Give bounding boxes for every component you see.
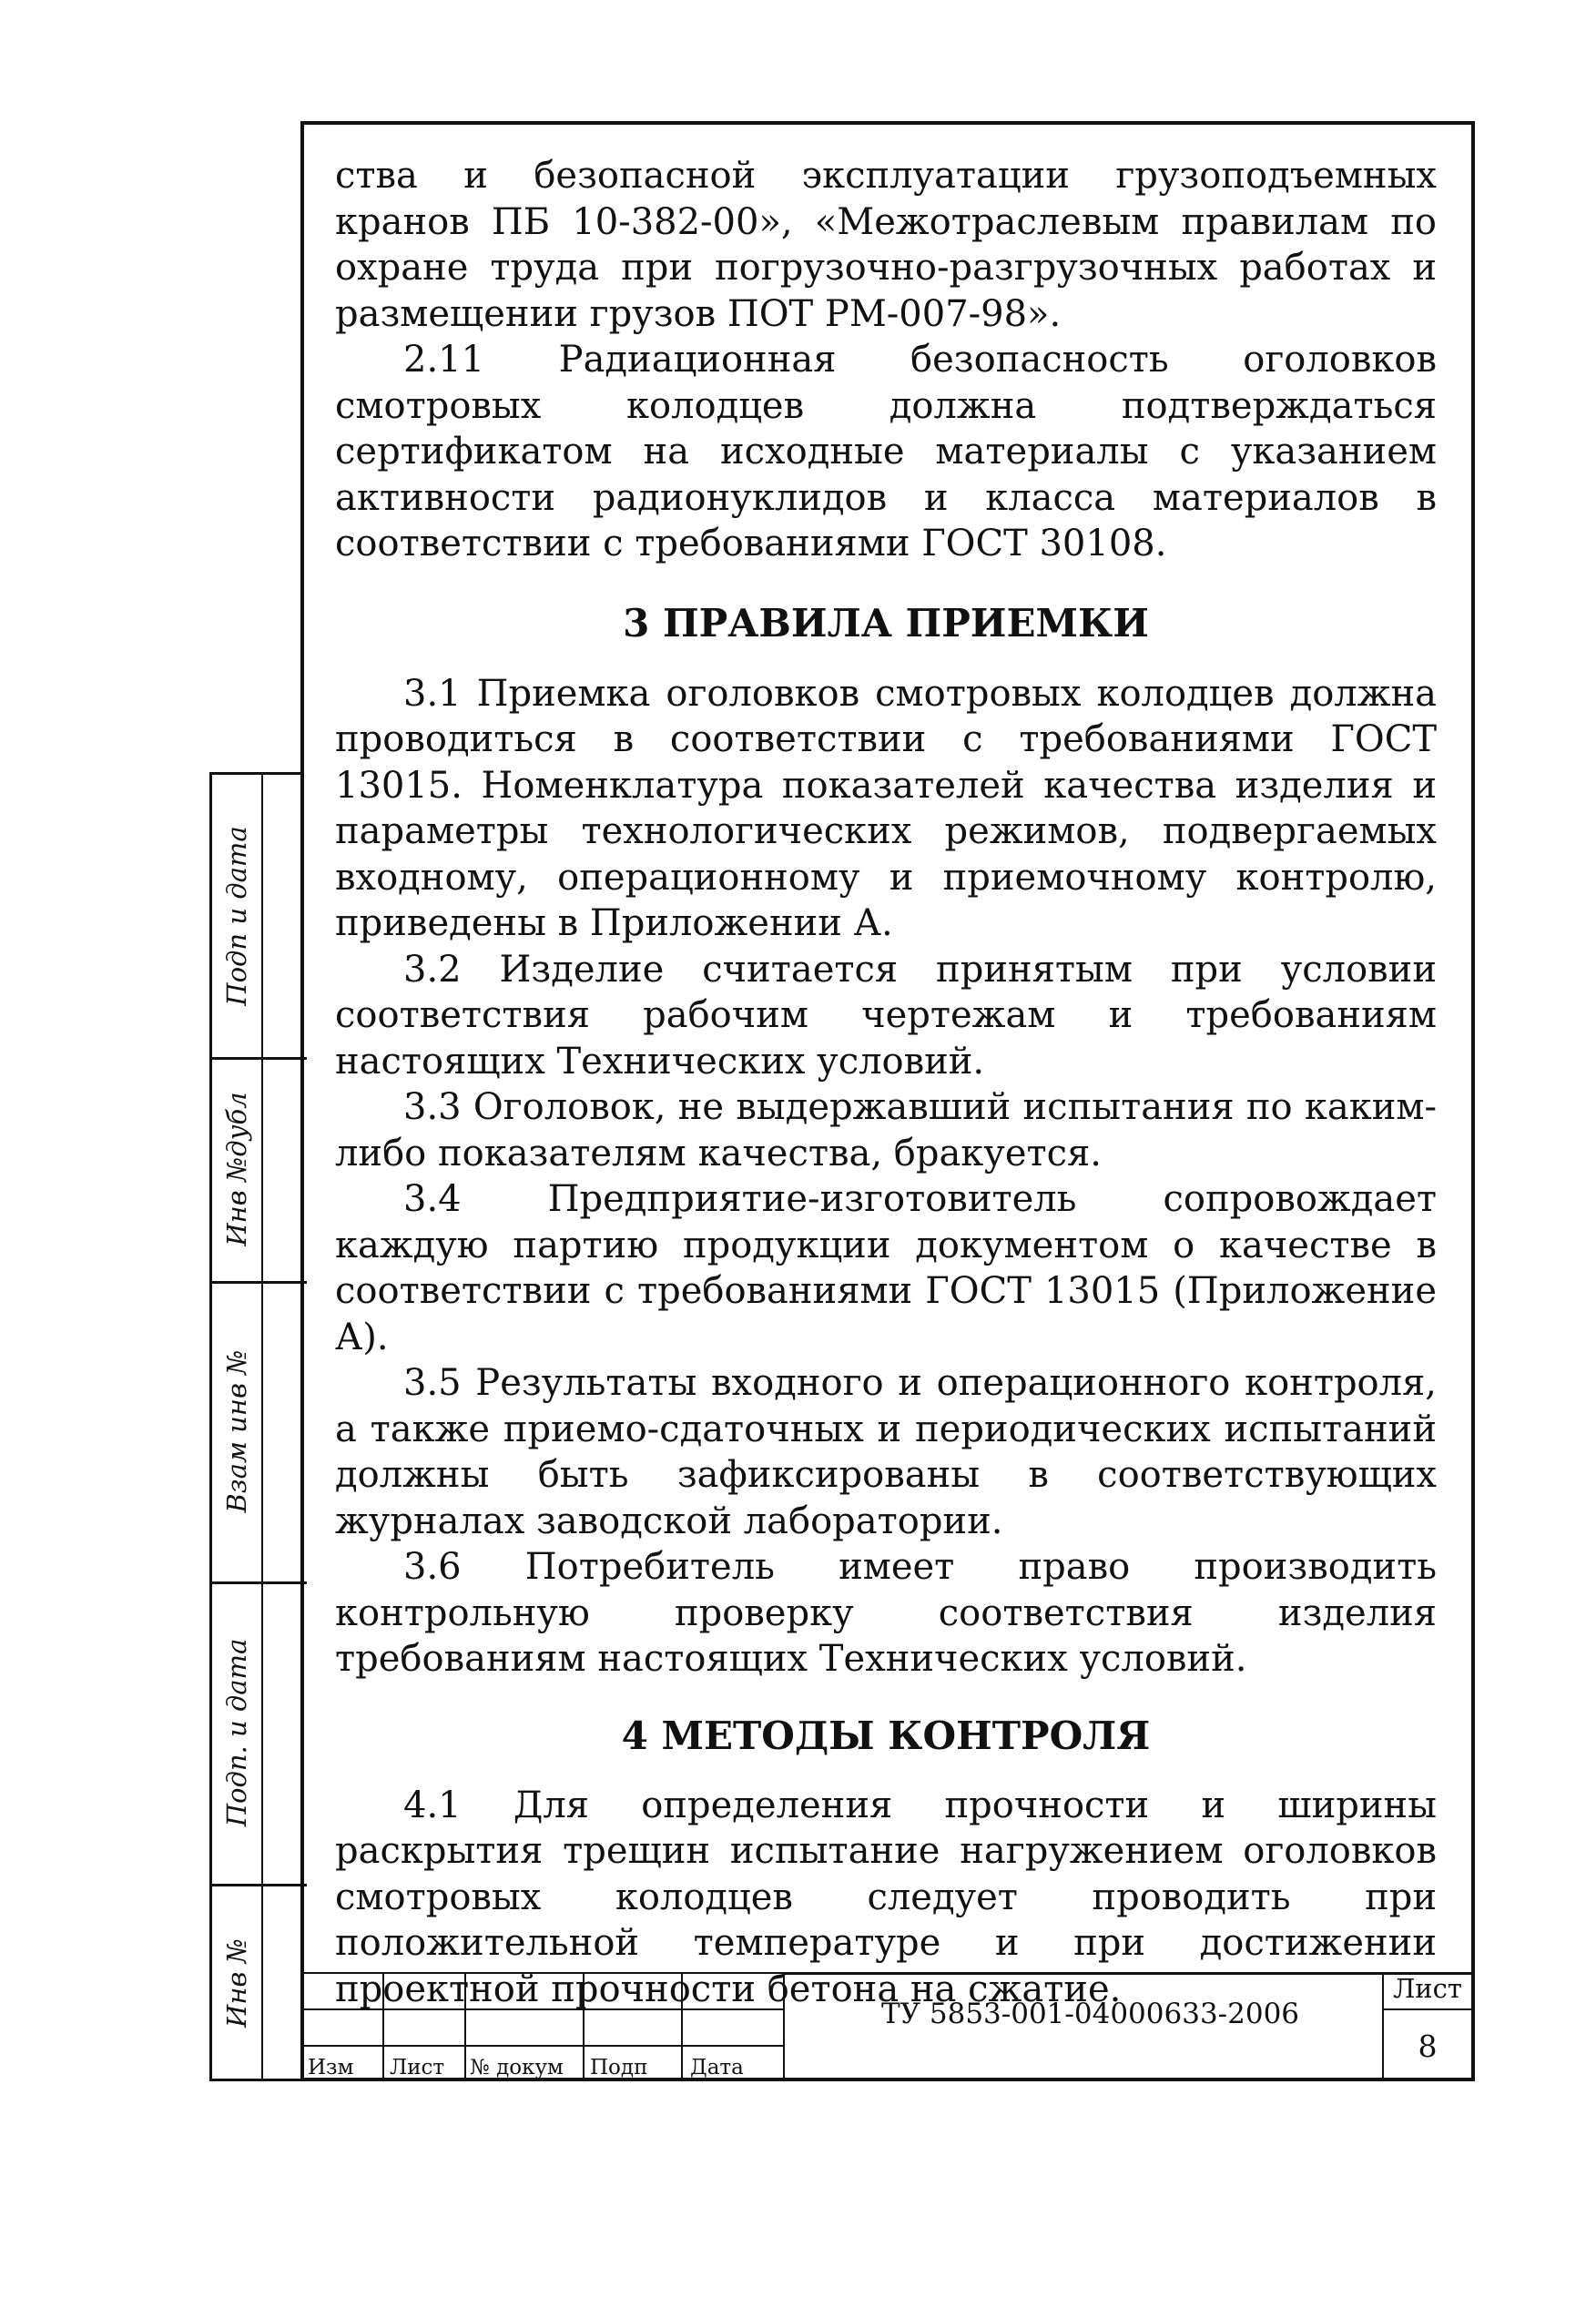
col-data: Дата bbox=[690, 2056, 744, 2079]
paragraph-3-3: 3.3 Оголовок, не выдержавший испытания по каким-либо показателям качества, бракуется. bbox=[335, 1086, 1437, 1174]
title-block-col-line bbox=[783, 1972, 785, 2081]
title-block-row-line bbox=[300, 2008, 783, 2010]
col-list: Лист bbox=[390, 2056, 445, 2079]
title-block bbox=[300, 1972, 1475, 2081]
title-block-col-line bbox=[464, 1972, 466, 2081]
stamp-label-inv-no: Инв № bbox=[221, 1938, 252, 2028]
paragraph-3-1: 3.1 Приемка оголовков смотровых колодцев должна проводиться в соответствии с требованиями ГОСТ 13015. Номенклатура показателей качества изделия и параметры технологических режимов, подвергаемых входному, операционному и приемочному контролю, приведены в Приложении А. bbox=[335, 672, 1437, 944]
title-block-sheet-divider bbox=[1382, 2008, 1475, 2010]
paragraph-2-11: 2.11 Радиационная безопасность оголовков смотровых колодцев должна подтверждаться сертификатом на исходные материалы с указанием активности радионуклидов и класса материалов в соответствии с требованиями ГОСТ 30108. bbox=[335, 339, 1437, 564]
title-block-row-line bbox=[300, 2045, 783, 2047]
paragraph-3-5: 3.5 Результаты входного и операционного контроля, а также приемо-сдаточных и периодических испытаний должны быть зафиксированы в соответствующих журналах заводской лаборатории. bbox=[335, 1362, 1437, 1542]
section-4-heading: 4 МЕТОДЫ КОНТРОЛЯ bbox=[621, 1713, 1151, 1758]
paragraph-3-4: 3.4 Предприятие-изготовитель сопровождает каждую партию продукции документом о качестве в соответствии с требованиями ГОСТ 13015 (Приложение А). bbox=[335, 1178, 1437, 1358]
stamp-row-divider bbox=[212, 1884, 307, 1886]
sheet-caption: Лист bbox=[1393, 1973, 1462, 2004]
col-izm: Изм bbox=[308, 2056, 354, 2079]
paragraph-3-2: 3.2 Изделие считается принятым при условии соответствия рабочим чертежам и требованиям настоящих Технических условий. bbox=[335, 948, 1437, 1083]
title-block-col-line bbox=[382, 1972, 384, 2081]
stamp-row-divider bbox=[212, 1281, 307, 1284]
stamp-row-divider bbox=[212, 1057, 307, 1060]
col-podp: Подп bbox=[590, 2056, 648, 2079]
paragraph-3-6: 3.6 Потребитель имеет право производить контрольную проверку соответствия изделия требованиям настоящих Технических условий. bbox=[335, 1546, 1437, 1680]
document-code: ТУ 5853-001-04000633-2006 bbox=[880, 1998, 1300, 2030]
title-block-top-line bbox=[300, 1972, 783, 1974]
stamp-label-podp-data-2: Подп. и дата bbox=[221, 1638, 252, 1827]
col-dokum: № докум bbox=[470, 2056, 564, 2079]
stamp-label-podp-data: Подп и дата bbox=[221, 826, 252, 1006]
paragraph-continuation: ства и безопасной эксплуатации грузоподъемных кранов ПБ 10-382-00», «Межотраслевым правилам по охране труда при погрузочно-разгрузочных работах и размещении грузов ПОТ РМ-007-98». bbox=[335, 155, 1437, 335]
side-stamp bbox=[209, 772, 304, 2081]
section-3-heading: 3 ПРАВИЛА ПРИЕМКИ bbox=[623, 600, 1149, 646]
document-body bbox=[335, 153, 1437, 2012]
title-block-col-line bbox=[583, 1972, 585, 2081]
title-block-col-line bbox=[681, 1972, 683, 2081]
stamp-label-inv-dubl: Инв №дубл bbox=[221, 1092, 252, 1246]
stamp-row-divider bbox=[212, 1581, 307, 1584]
title-block-top-line bbox=[783, 1972, 1475, 1975]
sheet-number: 8 bbox=[1418, 2029, 1438, 2064]
paragraph-4-1: 4.1 Для определения прочности и ширины раскрытия трещин испытание нагружением оголовков смотровых колодцев следует проводить при положительной температуре и при достижении проектной прочности бетона на сжатие. bbox=[335, 1784, 1437, 2010]
stamp-label-vzam-inv: Взам инв № bbox=[221, 1349, 252, 1513]
